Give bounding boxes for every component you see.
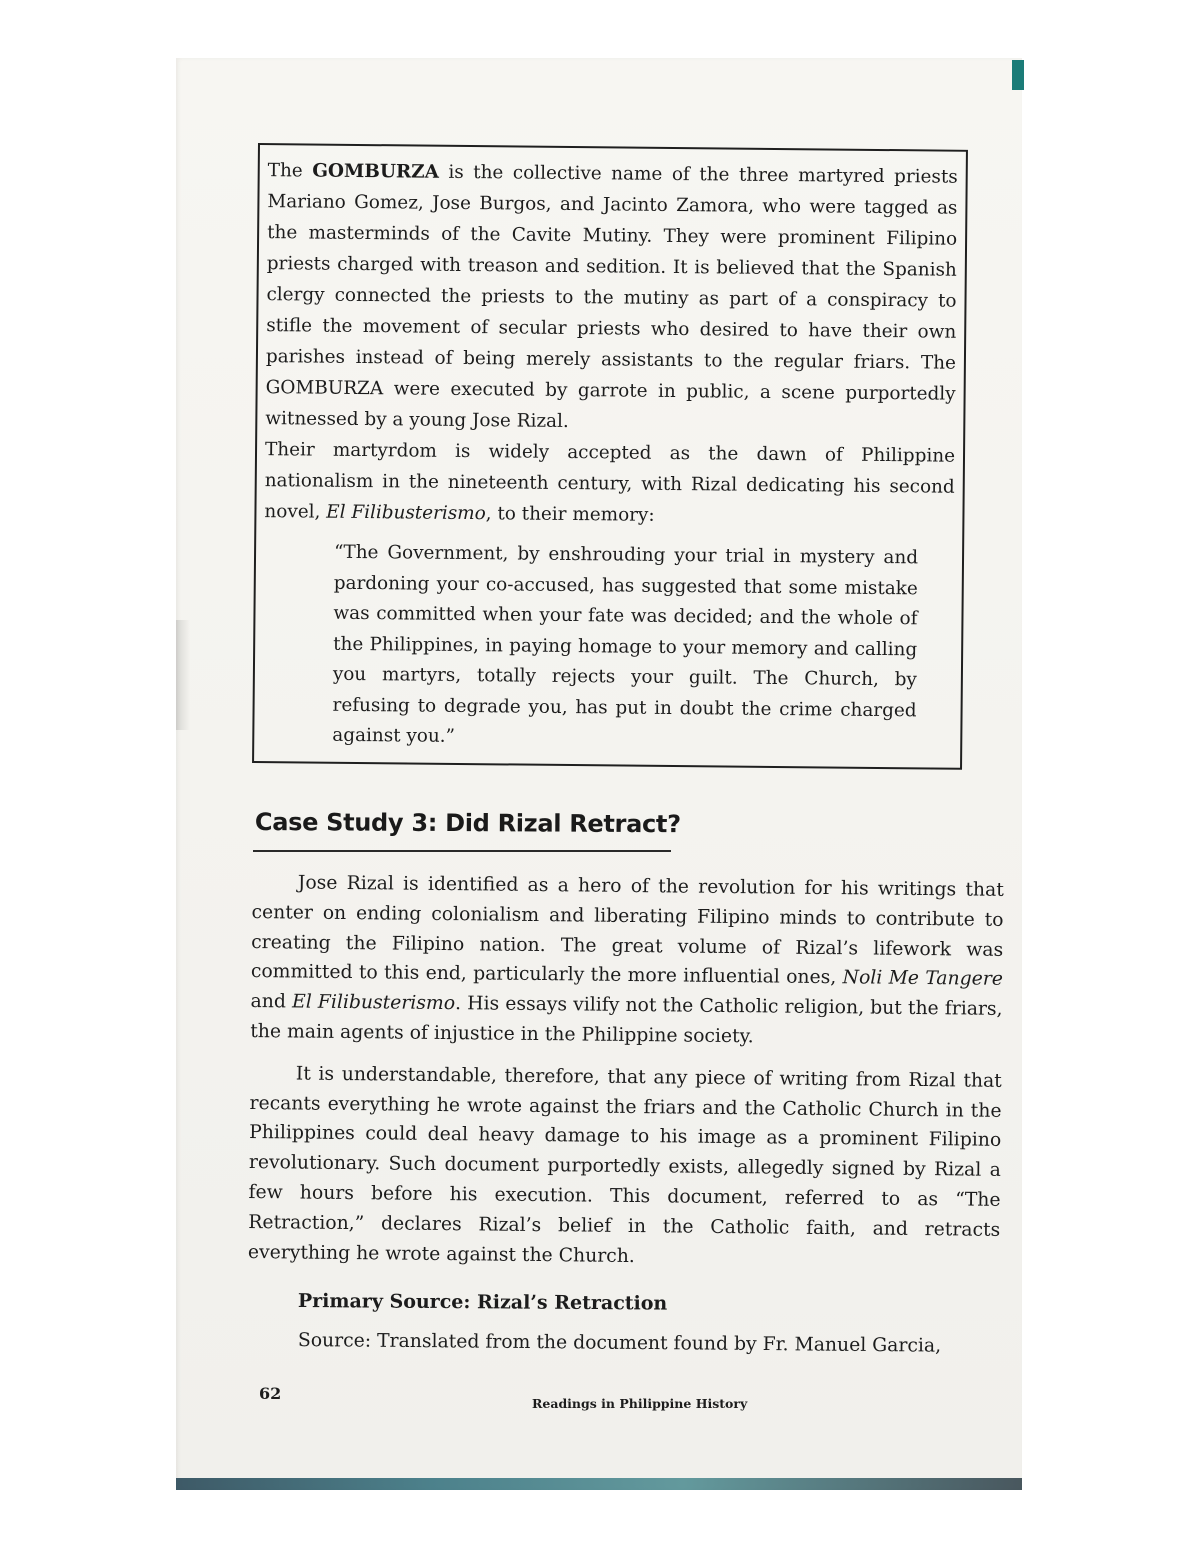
book-cover-edge	[176, 1478, 1022, 1490]
page-tab-marker	[1012, 60, 1024, 90]
martyrdom-paragraph: Their martyrdom is widely accepted as the dawn of Philippine nationalism in the nineteenth century, with Rizal dedicating his second novel, El Filibusterismo, to their memory:	[264, 439, 956, 526]
primary-source-heading: Primary Source: Rizal’s Retraction	[297, 1290, 668, 1315]
dedication-quote: “The Government, by enshrouding your trial in mystery and pardoning your co-accused, has suggested that some mistake was committed when your fate was decided; and the whole of the Philippines, in paying homage to your memory and calling you martyrs, totally rejects your guilt. The Church, by refusing to degrade you, has put in doubt the crime charged against you.”	[332, 541, 919, 747]
source-line: Source: Translated from the document found by Fr. Manuel Garcia,	[297, 1330, 942, 1357]
retraction-paragraph: It is understandable, therefore, that any piece of writing from Rizal that recants everything he wrote against the friars and the Catholic Church in the Philippines could deal heavy damage to his image as a prominent Filipino revolutionary. Such document purportedly exists, allegedly signed by Rizal a few hours before his execution. This document, referred to as “The Retraction,” declares Rizal’s belief in the Catholic faith, and retracts everything he wrote against the Church.	[247, 1063, 1002, 1267]
novel-title: El Filibusterismo	[326, 501, 486, 525]
gomburza-info-box	[252, 143, 968, 770]
novel-title-fili: El Filibusterismo	[291, 991, 456, 1015]
case-study-body	[248, 868, 1004, 1275]
page-number: 62	[259, 1384, 282, 1403]
heading-underline	[253, 850, 671, 852]
book-title-footer: Readings in Philippine History	[532, 1396, 748, 1411]
case-study-heading: Case Study 3: Did Rizal Retract?	[254, 808, 681, 839]
gomburza-term: GOMBURZA	[312, 160, 440, 183]
gomburza-paragraph: The GOMBURZA is the collective name of the three martyred priests Mariano Gomez, Jose Burgos, and Jacinto Zamora, who were tagged as the masterminds of the Cavite Mutiny. They were prominent Filipino priests charged with treason and sedition. It is believed that the Spanish clergy connected the priests to the mutiny as part of a conspiracy to stifle the movement of secular priests who desired to have their own parishes instead of being merely assistants to the regular friars. The GOMBURZA were executed by garrote in public, a scene purportedly witnessed by a young Jose Rizal.	[265, 160, 958, 432]
spine-shadow	[176, 620, 190, 730]
rizal-hero-paragraph: Jose Rizal is identified as a hero of the revolution for his writings that center on ending colonialism and liberating Filipino minds to contribute to creating the Filipino nation. The great volume of Rizal’s lifework was committed to this end, particularly the more influential ones, Noli Me Tangere and El Filibusterismo. His essays vilify not the Catholic religion, but the friars, the main agents of injustice in the Philippine society.	[250, 872, 1004, 1048]
novel-title-noli: Noli Me Tangere	[842, 967, 1003, 991]
